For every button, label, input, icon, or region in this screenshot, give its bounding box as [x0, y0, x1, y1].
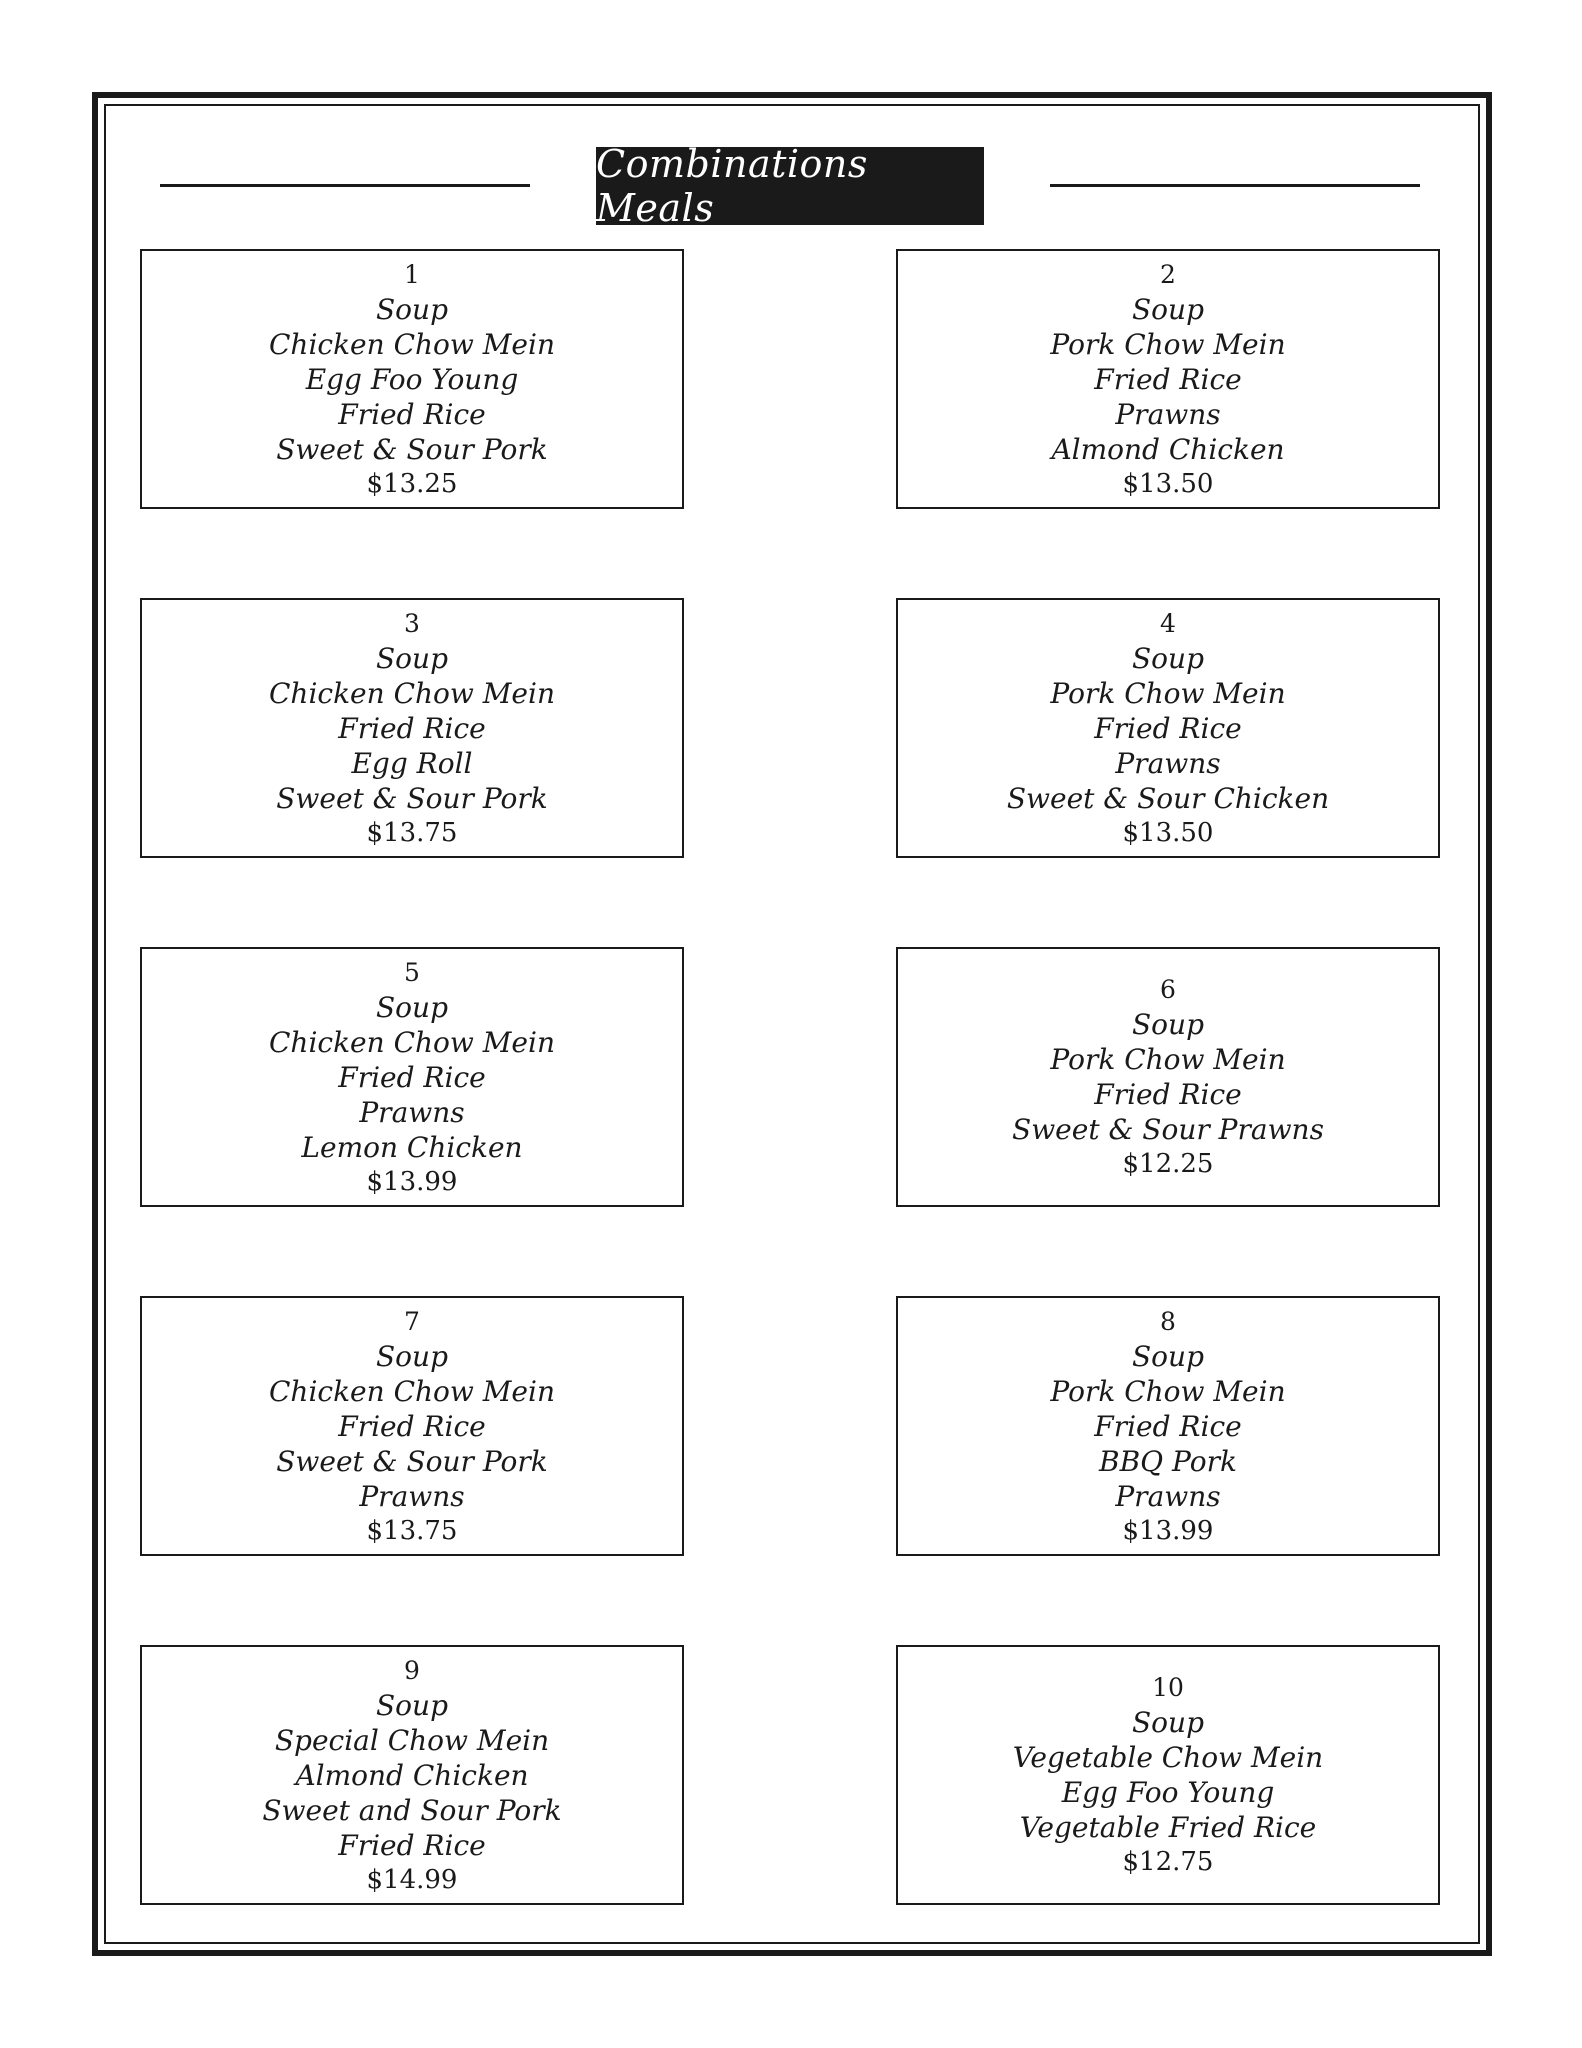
meal-price: $12.75: [1122, 1847, 1214, 1877]
meal-item: Fried Rice: [338, 711, 486, 745]
meal-item: Fried Rice: [338, 1060, 486, 1094]
meal-item: Pork Chow Mein: [1050, 676, 1286, 710]
meal-item: Prawns: [359, 1095, 465, 1129]
title-rule-right: [1050, 184, 1420, 187]
meal-item: Egg Foo Young: [305, 362, 519, 396]
meal-item: Fried Rice: [338, 1828, 486, 1862]
meal-item: Soup: [376, 1688, 448, 1722]
meal-number: 1: [404, 259, 420, 289]
meal-item: Fried Rice: [338, 1409, 486, 1443]
meal-item: Sweet & Sour Chicken: [1006, 781, 1330, 815]
title-rule-left: [160, 184, 530, 187]
meal-item: Pork Chow Mein: [1050, 1043, 1286, 1076]
meal-item: Chicken Chow Mein: [269, 676, 555, 710]
meal-price: $14.99: [366, 1864, 458, 1895]
meal-item: Lemon Chicken: [301, 1130, 523, 1164]
meal-box-3: [140, 598, 684, 858]
meal-item: Chicken Chow Mein: [269, 327, 555, 361]
meal-item: Sweet and Sour Pork: [262, 1793, 562, 1827]
meal-item: Sweet & Sour Pork: [276, 1444, 548, 1478]
meal-item: BBQ Pork: [1099, 1444, 1237, 1478]
meal-item: Egg Foo Young: [1061, 1776, 1275, 1809]
meal-item: Almond Chicken: [1051, 432, 1285, 466]
meal-item: Sweet & Sour Prawns: [1012, 1113, 1324, 1146]
meal-price: $13.50: [1122, 468, 1214, 499]
meal-price: $13.75: [366, 817, 458, 848]
meal-item: Soup: [1132, 1706, 1204, 1739]
meal-item: Soup: [376, 641, 448, 675]
meal-price: $12.25: [1122, 1149, 1214, 1179]
meal-item: Fried Rice: [1094, 1409, 1242, 1443]
meal-item: Vegetable Chow Mein: [1012, 1741, 1324, 1774]
meal-box-6: [896, 947, 1440, 1207]
meal-item: Chicken Chow Mein: [269, 1374, 555, 1408]
meal-item: Soup: [1132, 292, 1204, 326]
meal-item: Vegetable Fried Rice: [1019, 1811, 1317, 1844]
meal-box-4: [896, 598, 1440, 858]
meal-item: Prawns: [1115, 1479, 1221, 1513]
meal-box-10: [896, 1645, 1440, 1905]
meal-box-8: [896, 1296, 1440, 1556]
meal-item: Prawns: [1115, 397, 1221, 431]
meal-item: Fried Rice: [1094, 1078, 1242, 1111]
meal-number: 4: [1160, 608, 1176, 638]
meal-item: Soup: [376, 990, 448, 1024]
meal-item: Almond Chicken: [295, 1758, 529, 1792]
meal-item: Fried Rice: [1094, 362, 1242, 396]
meal-item: Fried Rice: [338, 397, 486, 431]
meal-box-5: [140, 947, 684, 1207]
meal-number: 8: [1160, 1306, 1176, 1336]
meal-item: Soup: [1132, 1339, 1204, 1373]
meal-item: Pork Chow Mein: [1050, 1374, 1286, 1408]
meal-number: 6: [1160, 975, 1176, 1004]
meal-price: $13.99: [366, 1166, 458, 1197]
meal-number: 10: [1152, 1673, 1184, 1702]
meal-number: 2: [1160, 259, 1176, 289]
meal-price: $13.75: [366, 1515, 458, 1546]
meal-box-9: [140, 1645, 684, 1905]
meal-item: Prawns: [359, 1479, 465, 1513]
meal-item: Soup: [376, 292, 448, 326]
meal-number: 7: [404, 1306, 420, 1336]
meal-item: Soup: [1132, 641, 1204, 675]
meal-item: Special Chow Mein: [274, 1723, 550, 1757]
meal-item: Sweet & Sour Pork: [276, 432, 548, 466]
meal-item: Pork Chow Mein: [1050, 327, 1286, 361]
meal-item: Soup: [1132, 1008, 1204, 1041]
meal-price: $13.50: [1122, 817, 1214, 848]
meal-item: Prawns: [1115, 746, 1221, 780]
meal-box-2: [896, 249, 1440, 509]
meal-box-1: [140, 249, 684, 509]
meal-item: Soup: [376, 1339, 448, 1373]
meal-price: $13.99: [1122, 1515, 1214, 1546]
meal-price: $13.25: [366, 468, 458, 499]
meal-item: Fried Rice: [1094, 711, 1242, 745]
meal-number: 9: [404, 1655, 420, 1685]
meal-number: 3: [404, 608, 420, 638]
meal-item: Egg Roll: [351, 746, 473, 780]
meal-number: 5: [404, 957, 420, 987]
meal-item: Chicken Chow Mein: [269, 1025, 555, 1059]
meal-box-7: [140, 1296, 684, 1556]
meal-item: Sweet & Sour Pork: [276, 781, 548, 815]
menu-title: Combinations Meals: [596, 147, 984, 225]
